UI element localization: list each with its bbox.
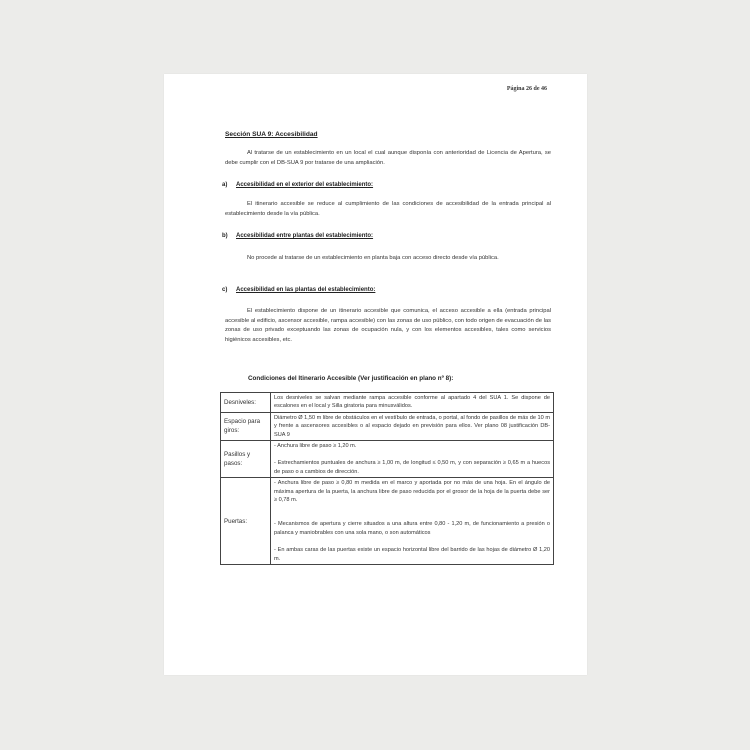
cell-text: - Mecanismos de apertura y cierre situados a una altura entre 0,80 - 1,20 m, de funcionamiento a presión o palanca y maniobrables con una sola mano, o son automáticos [274, 521, 550, 536]
cell-spacer [274, 450, 550, 459]
row-label: Puertas: [221, 478, 271, 565]
subsection-b-heading [222, 233, 373, 239]
subsection-a-letter: a) [222, 182, 228, 188]
cell-spacer [274, 504, 550, 520]
cell-text: - Anchura libre de paso ≥ 0,80 m medida en el marco y aportada por no más de una hoja. En el ángulo de máxima apertura de la puerta, la anchura libre de paso reducida por el grosor de la hoja de la puerta debe ser ≥ 0,78 m. [274, 480, 550, 504]
subsection-a-paragraph [225, 200, 551, 219]
subsection-a-text: El itinerario accesible se reduce al cumplimiento de las condiciones de accesibilidad de la entrada principal al establecimiento desde la vía pública. [225, 201, 551, 217]
table-row [221, 478, 554, 565]
cell-text: Diámetro Ø 1,50 m libre de obstáculos en el vestíbulo de entrada, o portal, al fondo de pasillos de más de 10 m y frente a ascensores accesibles o al espacio dejado en previsión para ellos. Ver plano 08 justificación DB-SUA 9 [274, 414, 550, 438]
accessibility-table [220, 392, 554, 565]
subsection-c-title: Accesibilidad en las plantas del establecimiento: [236, 287, 376, 293]
subsection-c-letter: c) [222, 287, 228, 293]
row-content [271, 412, 554, 440]
row-content [271, 393, 554, 413]
cell-text: - Estrechamientos puntuales de anchura ≥ 1,00 m, de longitud ≤ 0,50 m, y con separación ≥ 0,65 m a huecos de paso o a cambios de dirección. [274, 460, 550, 475]
intro-text: Al tratarse de un establecimiento en un local el cual aunque disponía con anterioridad de Licencia de Apertura, se debe cumplir con el DB-SUA 9 por tratarse de una ampliación. [225, 150, 551, 166]
subsection-c-heading [222, 287, 375, 293]
table-caption: Condiciones del Itinerario Accesible (Ver justificación en plano nº 8): [248, 375, 454, 382]
cell-text: - Anchura libre de paso ≥ 1,20 m. [274, 443, 357, 450]
subsection-b-text: No procede al tratarse de un establecimiento en planta baja con acceso directo desde vía pública. [247, 255, 499, 261]
row-content [271, 478, 554, 565]
section-title: Sección SUA 9: Accesibilidad [225, 131, 318, 138]
row-content [271, 441, 554, 478]
subsection-a-heading [222, 182, 373, 188]
subsection-c-text: El establecimiento dispone de un itinerario accesible que comunica, el acceso accesible a ella (entrada principal accesible al edificio, ascensor accesible, rampa accesible) con las zonas de uso público, con todo origen de evacuación de las zonas de uso privado exceptuando las zonas de ocupación nula, y con los elementos accesibles, tales como servicios higiénicos accesibles, etc. [225, 308, 551, 343]
subsection-b-paragraph [225, 254, 551, 264]
subsection-c-paragraph [225, 307, 551, 345]
subsection-b-letter: b) [222, 233, 228, 239]
row-label: Espacio para giros: [221, 412, 271, 440]
subsection-b-title: Accesibilidad entre plantas del establecimiento: [236, 233, 374, 239]
subsection-a-title: Accesibilidad en el exterior del establecimiento: [236, 182, 374, 188]
cell-spacer [274, 537, 550, 546]
page-number: Página 26 de 46 [506, 86, 547, 92]
intro-paragraph [225, 149, 551, 168]
row-label: Pasillos y pasos: [221, 441, 271, 478]
table-row [221, 393, 554, 413]
table-row [221, 412, 554, 440]
row-label: Desniveles: [221, 393, 271, 413]
table-row [221, 441, 554, 478]
document-page [164, 74, 587, 675]
cell-text: - En ambas caras de las puertas existe un espacio horizontal libre del barrido de las hojas de diámetro Ø 1,20 m. [274, 547, 550, 562]
cell-text: Los desniveles se salvan mediante rampa accesible conforme al apartado 4 del SUA 1. Se dispone de escalones en el local y Silla giratoria para minusválidos. [274, 395, 550, 410]
